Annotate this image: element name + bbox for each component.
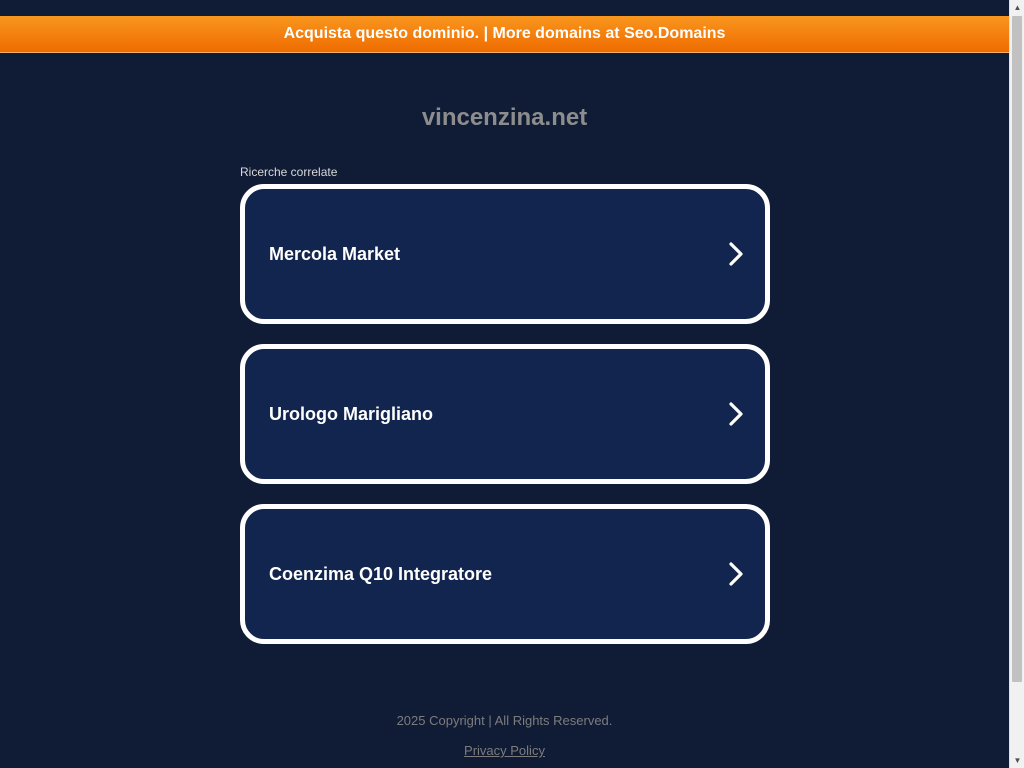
footer-copyright: 2025 Copyright | All Rights Reserved. — [396, 713, 613, 728]
related-search-label: Urologo Marigliano — [269, 403, 433, 424]
related-search-card[interactable] — [240, 184, 770, 324]
related-search-label: Mercola Market — [269, 243, 401, 264]
privacy-policy-link[interactable]: Privacy Policy — [464, 743, 545, 758]
related-searches-list — [240, 184, 770, 664]
scrollbar-thumb[interactable] — [1012, 16, 1022, 682]
buy-domain-banner[interactable]: Acquista questo dominio. | More domains at Seo.Domains — [0, 16, 1009, 53]
footer-privacy — [0, 743, 1009, 758]
vertical-scrollbar[interactable] — [1009, 0, 1024, 768]
related-searches-label: Ricerche correlate — [240, 165, 338, 179]
related-search-card[interactable] — [240, 344, 770, 484]
chevron-right-icon — [725, 241, 747, 267]
domain-title: vincenzina.net — [421, 104, 588, 131]
scroll-up-arrow-icon[interactable]: ▲ — [1013, 3, 1022, 12]
scroll-down-arrow-icon[interactable]: ▼ — [1013, 756, 1022, 765]
chevron-right-icon — [725, 561, 747, 587]
related-search-label: Coenzima Q10 Integratore — [269, 563, 493, 584]
related-search-card[interactable] — [240, 504, 770, 644]
chevron-right-icon — [725, 401, 747, 427]
